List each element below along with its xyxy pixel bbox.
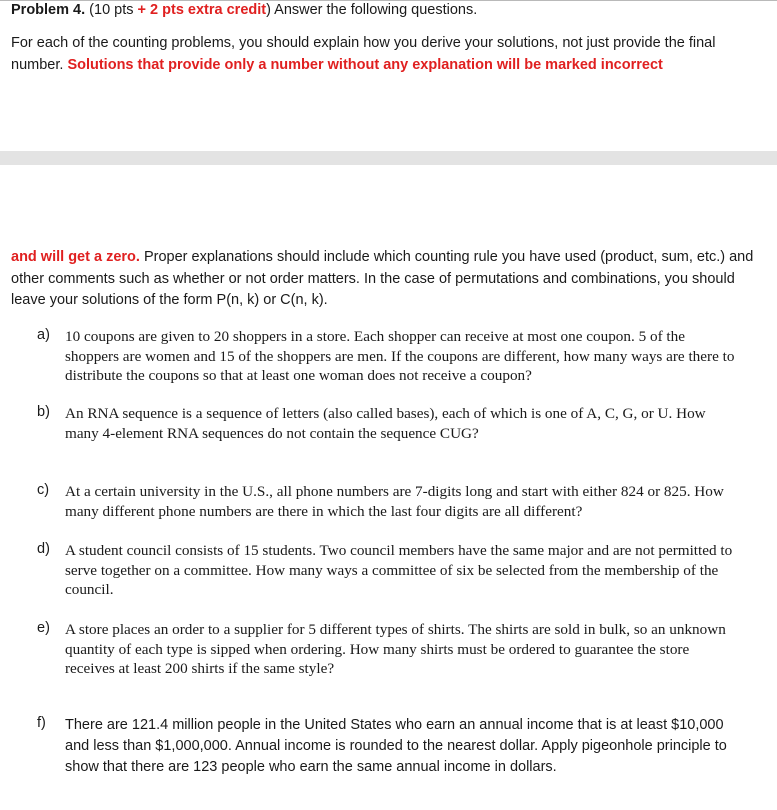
question-label: e) [37,620,50,636]
problem-heading [11,0,477,20]
question-text: A student council consists of 15 students. Two council members have the same major and are not permitted to serve together on a committee. How many ways a committee of six be selected from the membership of the council. [65,542,733,598]
question-e [37,620,737,679]
question-f [37,715,737,778]
question-label: c) [37,482,50,498]
warning-continued: and will get a zero. [11,249,140,265]
points-open: (10 pts [89,2,134,18]
instructions-text: For each of the counting problems, you should explain how you derive your solutions, not just provide the final number. [11,35,716,73]
problem-label: Problem 4. [11,2,86,18]
question-text: A store places an order to a supplier for 5 different types of shirts. The shirts are sold in bulk, so an unknown quantity of each type is sipped when ordering. How many shirts must be ordered to guarantee the store receives at least 200 shirts if the same style? [65,621,726,677]
question-a [37,327,737,386]
explanation-text: Proper explanations should include which counting rule you have used (product, sum, etc.) and other comments such as whether or not order matters. In the case of permutations and combinations, you should leave your solutions of the form P(n, k) or C(n, k). [11,249,754,308]
question-label: b) [37,404,50,420]
instructions-continued [11,247,756,312]
question-d [37,541,737,600]
page-break [0,151,777,165]
extra-credit: + 2 pts extra credit [137,2,267,18]
points-close: ) Answer the following questions. [266,2,478,18]
question-text: At a certain university in the U.S., all phone numbers are 7-digits long and start with either 824 or 825. How many different phone numbers are there in which the last four digits are all different? [65,483,724,520]
question-text: There are 121.4 million people in the United States who earn an annual income that is at least $10,000 and less than $1,000,000. Annual income is rounded to the nearest dollar. Apply pigeonhole principle to show that there are 123 people who earn the same annual income in dollars. [65,717,727,775]
instructions-paragraph [11,33,751,76]
question-text: An RNA sequence is a sequence of letters (also called bases), each of which is one of A, C, G, or U. How many 4-element RNA sequences do not contain the sequence CUG? [65,405,706,442]
question-label: a) [37,327,50,343]
question-label: f) [37,715,46,731]
question-label: d) [37,541,50,557]
question-c [37,482,737,521]
question-b [37,404,737,443]
warning-text: Solutions that provide only a number without any explanation will be marked incorrect [67,56,663,73]
question-text: 10 coupons are given to 20 shoppers in a store. Each shopper can receive at most one coupon. 5 of the shoppers are women and 15 of the shoppers are men. If the coupons are different, how many ways are there to distribute the coupons so that at least one woman does not receive a coupon? [65,328,735,384]
